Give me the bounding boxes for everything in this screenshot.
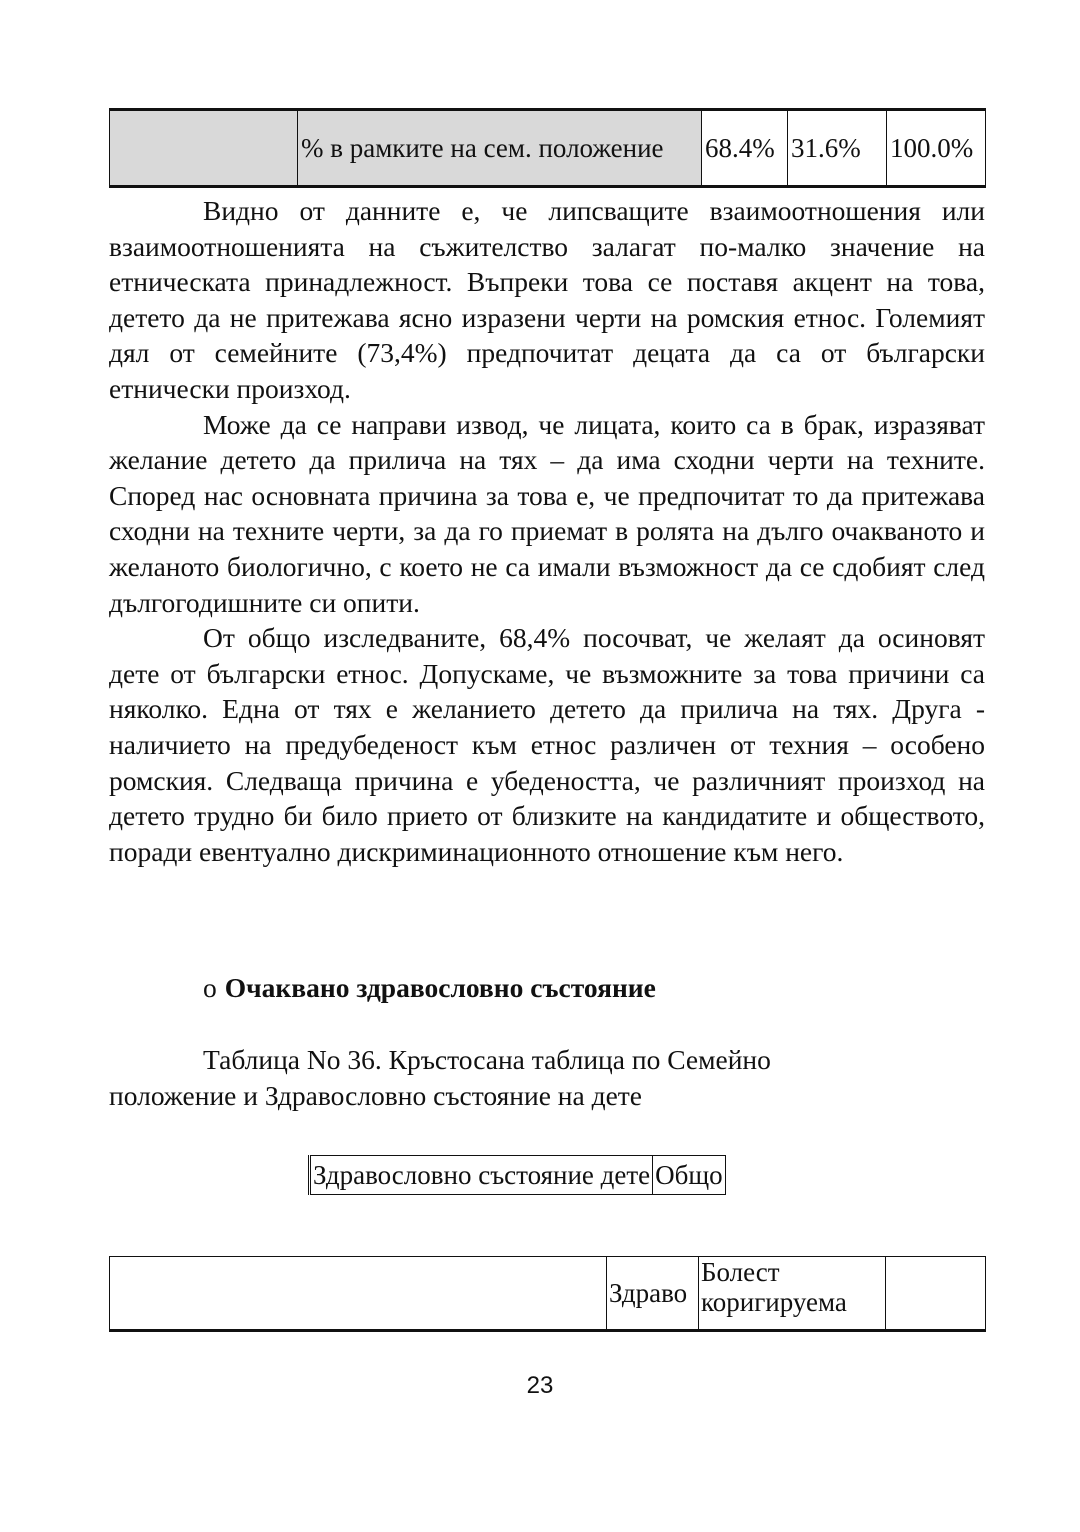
bullet-icon: o bbox=[203, 972, 217, 1003]
table-row bbox=[310, 1156, 726, 1195]
body-text bbox=[109, 193, 985, 869]
group-header-cell: Здравословно състояние дете bbox=[310, 1156, 653, 1195]
caption-line-1: Таблица No 36. Кръстосана таблица по Семейно bbox=[203, 1044, 771, 1075]
table-row bbox=[110, 1257, 986, 1331]
paragraph-1: Видно от данните е, че липсващите взаимоотношения или взаимоотношенията на съжителство залагат по-малко значение на етническата принадлежност. Въпреки това се поставя акцент на това, детето да не притежава ясно изразени черти на ромския етнос. Големият дял от семейните (73,4%) предпочитат децата да са от български етнически произход. bbox=[109, 195, 985, 404]
table-caption bbox=[109, 1042, 985, 1114]
value-cell-1: 68.4% bbox=[702, 110, 788, 187]
table-subheader-fragment bbox=[109, 1256, 986, 1332]
empty-cell bbox=[110, 1257, 607, 1331]
paragraph-3: От общо изследваните, 68,4% посочват, че желаят да осиновят дете от български етнос. Допускаме, че възможните за това причини са няколко. Една от тях е желанието детето да прилича на тях. Друга - наличието на предубеденост към етнос различен от техния – особено ромския. Следваща причина е убедеността, че различният произход на детето трудно би било прието от близките на кандидатите и обществото, поради евентуално дискриминационното отношение към него. bbox=[109, 622, 985, 867]
value-cell-3: 100.0% bbox=[887, 110, 986, 187]
value-cell-2: 31.6% bbox=[788, 110, 887, 187]
total-header-cell: Общо bbox=[653, 1156, 726, 1195]
table-row bbox=[110, 110, 986, 187]
table-header-fragment bbox=[308, 1155, 726, 1195]
section-heading bbox=[203, 970, 656, 1006]
page-number: 23 bbox=[526, 1372, 554, 1399]
empty-cell bbox=[110, 110, 298, 187]
top-table-fragment bbox=[109, 108, 986, 188]
caption-line-2: положение и Здравословно състояние на дете bbox=[109, 1080, 643, 1111]
section-title: Очаквано здравословно състояние bbox=[224, 972, 656, 1003]
paragraph-2: Може да се направи извод, че лицата, които са в брак, изразяват желание детето да прилича на тях – да има сходни черти на техните. Според нас основната причина за това е, че предпочитат то да притежава сходни на техните черти, за да го приемат в ролята на дълго очакваното и желаното биологично, с което не са имали възможност да се сдобият след дългогодишните си опити. bbox=[109, 408, 985, 618]
subheader-cell-correctable: Болест коригируема bbox=[699, 1257, 886, 1331]
row-label-cell: % в рамките на сем. положение bbox=[298, 110, 702, 187]
empty-cell bbox=[886, 1257, 986, 1331]
subheader-cell-healthy: Здраво bbox=[607, 1257, 699, 1331]
